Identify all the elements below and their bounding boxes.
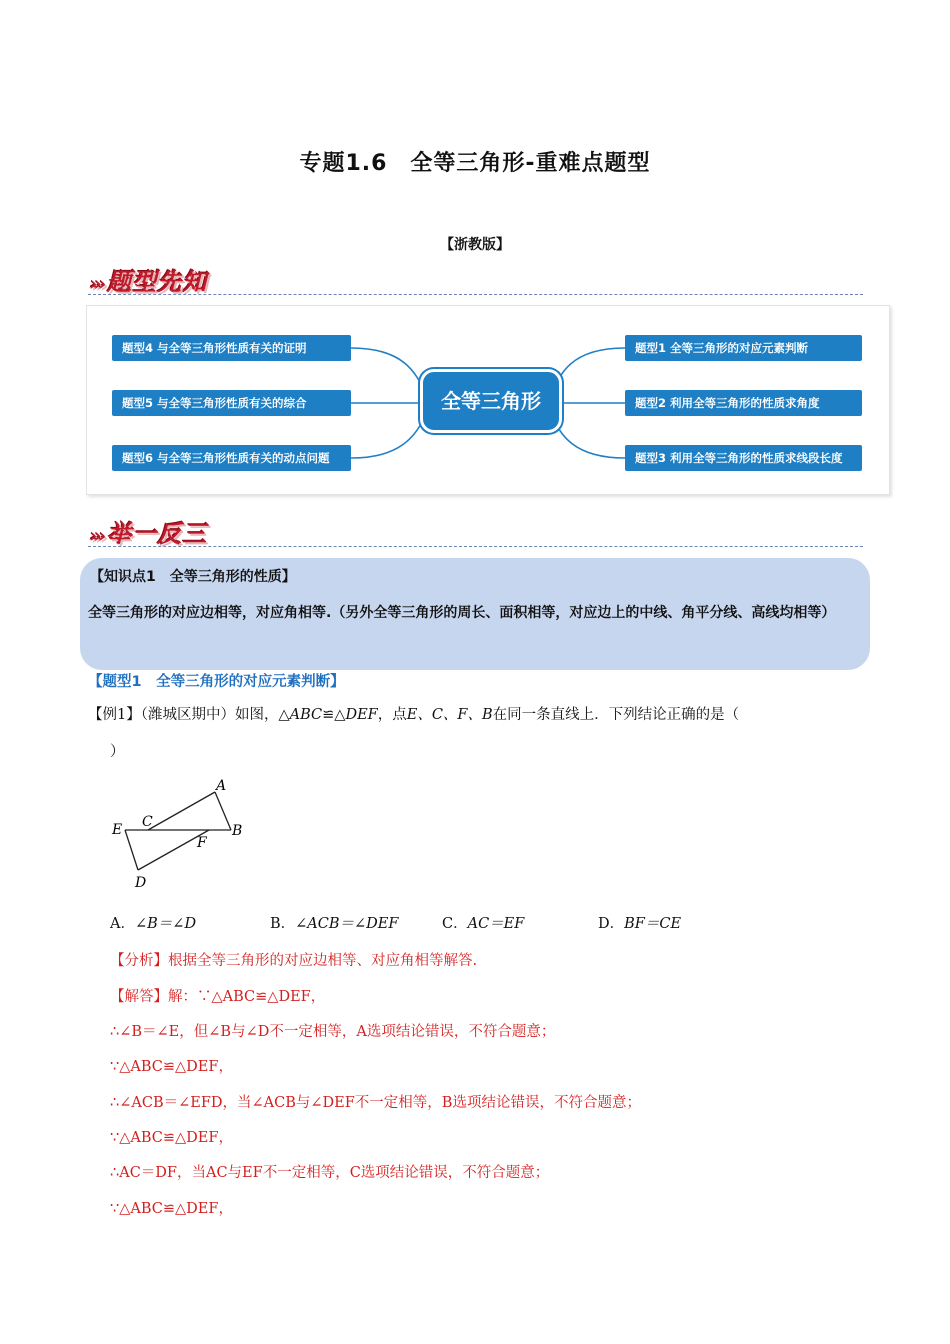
option-text: ∠ACB＝∠DEF bbox=[295, 916, 399, 932]
type1-heading: 【题型1 全等三角形的对应元素判断】 bbox=[88, 674, 345, 690]
label-E: E bbox=[112, 822, 123, 838]
label-D: D bbox=[135, 875, 147, 891]
page-title: 专题1.6 全等三角形-重难点题型 bbox=[299, 151, 651, 176]
option-key: D． bbox=[598, 916, 625, 932]
label-B: B bbox=[232, 823, 243, 839]
banner-text: 题型先知 bbox=[107, 268, 208, 296]
option-key: B． bbox=[270, 916, 296, 932]
knowledge-heading: 【知识点1 全等三角形的性质】 bbox=[90, 569, 296, 585]
example-stem bbox=[88, 705, 739, 725]
stem-var: DEF bbox=[345, 707, 378, 723]
mindmap-center: 全等三角形 bbox=[420, 369, 562, 433]
stem-var: ABC bbox=[289, 707, 323, 723]
option-text: AC＝EF bbox=[467, 916, 525, 932]
option-key: C． bbox=[442, 916, 468, 932]
analysis bbox=[110, 951, 477, 971]
segment-CA bbox=[148, 792, 215, 830]
geometry-figure bbox=[108, 774, 256, 892]
analysis-label: 【分析】 bbox=[110, 953, 168, 969]
option-text: ∠B＝∠D bbox=[134, 916, 197, 932]
banner-text: 举一反三 bbox=[107, 520, 208, 548]
stem-text: ≌△ bbox=[322, 707, 346, 723]
option-a bbox=[110, 914, 196, 934]
example-stem-close: ） bbox=[110, 744, 125, 760]
option-text: BF＝CE bbox=[624, 916, 682, 932]
divider bbox=[88, 546, 863, 547]
mindmap-node-type6: 题型6 与全等三角形性质有关的动点问题 bbox=[112, 445, 351, 471]
arrow-icon: ››› bbox=[90, 274, 104, 295]
mindmap-node-type4: 题型4 与全等三角形性质有关的证明 bbox=[112, 335, 351, 361]
section-banner-preview bbox=[90, 262, 207, 297]
solution-text: 解：∵△ABC≌△DEF， bbox=[168, 989, 326, 1005]
segment-ED bbox=[125, 830, 138, 870]
solution-line-6: ∴AC＝DF，当AC与EF不一定相等，C选项结论错误，不符合题意； bbox=[110, 1165, 550, 1181]
divider bbox=[88, 294, 863, 295]
label-F: F bbox=[197, 835, 207, 851]
section-banner-practice bbox=[90, 514, 207, 549]
mindmap-node-type2: 题型2 利用全等三角形的性质求角度 bbox=[625, 390, 862, 416]
stem-var: E、C、F、B bbox=[406, 707, 493, 723]
solution-line-5: ∵△ABC≌△DEF， bbox=[110, 1130, 233, 1146]
solution-line-1 bbox=[110, 987, 325, 1007]
knowledge-point-panel bbox=[80, 558, 870, 670]
solution-line-4: ∴∠ACB＝∠EFD，当∠ACB与∠DEF不一定相等，B选项结论错误，不符合题意； bbox=[110, 1095, 641, 1111]
option-c bbox=[442, 914, 524, 934]
stem-text: ，点 bbox=[377, 707, 407, 723]
mindmap-node-type1: 题型1 全等三角形的对应元素判断 bbox=[625, 335, 862, 361]
solution-line-2: ∴∠B＝∠E，但∠B与∠D不一定相等，A选项结论错误，不符合题意； bbox=[110, 1024, 556, 1040]
option-d bbox=[598, 914, 681, 934]
label-C: C bbox=[142, 814, 153, 830]
solution-label: 【解答】 bbox=[110, 989, 168, 1005]
label-A: A bbox=[216, 778, 227, 794]
stem-text: 在同一条直线上．下列结论正确的是（ bbox=[492, 707, 740, 723]
analysis-text: 根据全等三角形的对应边相等、对应角相等解答. bbox=[168, 953, 478, 969]
knowledge-body: 全等三角形的对应边相等，对应角相等.（另外全等三角形的周长、面积相等，对应边上的中线、角平分线、高线均相等） bbox=[88, 605, 836, 621]
stem-text: 如图，△ bbox=[234, 707, 290, 723]
mindmap-node-type3: 题型3 利用全等三角形的性质求线段长度 bbox=[625, 445, 862, 471]
solution-line-7: ∵△ABC≌△DEF， bbox=[110, 1201, 233, 1217]
mindmap-node-type5: 题型5 与全等三角形性质有关的综合 bbox=[112, 390, 351, 416]
option-key: A． bbox=[110, 916, 135, 932]
mindmap bbox=[86, 305, 890, 495]
option-b bbox=[270, 914, 398, 934]
example-source: （潍城区期中） bbox=[140, 707, 235, 723]
solution-line-3: ∵△ABC≌△DEF， bbox=[110, 1059, 233, 1075]
example-label: 【例1】 bbox=[88, 707, 141, 723]
segment-AB bbox=[215, 792, 231, 830]
edition-label: 【浙教版】 bbox=[440, 237, 510, 253]
arrow-icon: ››› bbox=[90, 526, 104, 547]
